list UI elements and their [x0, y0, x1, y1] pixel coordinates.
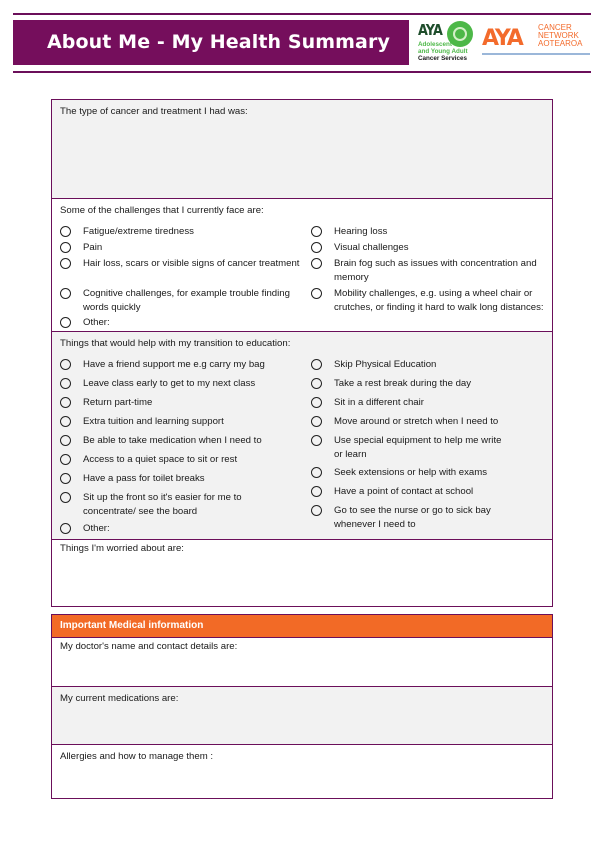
- transition-option[interactable]: Leave class early to get to my next class: [60, 378, 300, 391]
- radio-button[interactable]: [311, 288, 322, 299]
- transition-option[interactable]: Sit in a different chair: [311, 397, 546, 410]
- radio-button[interactable]: [60, 242, 71, 253]
- transition-option[interactable]: Skip Physical Education: [311, 359, 546, 372]
- radio-button[interactable]: [60, 435, 71, 446]
- transition-option[interactable]: Extra tuition and learning support: [60, 416, 300, 429]
- radio-button[interactable]: [311, 467, 322, 478]
- header-top-rule: [13, 13, 591, 15]
- header-bottom-rule: [13, 71, 591, 73]
- doctor-details-field[interactable]: My doctor's name and contact details are:: [52, 637, 552, 687]
- transition-option[interactable]: Have a friend support me e.g carry my bag: [60, 359, 300, 372]
- transition-option[interactable]: Use special equipment to help me write or learn: [311, 435, 511, 461]
- transition-option[interactable]: Access to a quiet space to sit or rest: [60, 454, 300, 467]
- radio-button[interactable]: [60, 397, 71, 408]
- transition-option[interactable]: Move around or stretch when I need to: [311, 416, 546, 429]
- challenge-option[interactable]: Hearing loss: [311, 226, 546, 239]
- radio-button[interactable]: [60, 359, 71, 370]
- radio-button[interactable]: [311, 359, 322, 370]
- transition-option[interactable]: Have a point of contact at school: [311, 486, 546, 499]
- transition-option-other[interactable]: Other:: [60, 523, 300, 536]
- transition-option[interactable]: Go to see the nurse or go to sick bay whenever I need to: [311, 505, 511, 531]
- radio-button[interactable]: [311, 378, 322, 389]
- radio-button[interactable]: [311, 416, 322, 427]
- page-title: About Me - My Health Summary: [13, 20, 409, 65]
- cancer-type-field[interactable]: The type of cancer and treatment I had was:: [52, 100, 552, 199]
- radio-button[interactable]: [60, 523, 71, 534]
- health-summary-table: [51, 99, 553, 607]
- radio-button[interactable]: [311, 258, 322, 269]
- radio-button[interactable]: [60, 473, 71, 484]
- radio-button[interactable]: [311, 435, 322, 446]
- transition-option[interactable]: Seek extensions or help with exams: [311, 467, 546, 480]
- allergies-field[interactable]: Allergies and how to manage them :: [60, 751, 214, 762]
- transition-option[interactable]: Have a pass for toilet breaks: [60, 473, 300, 486]
- radio-button[interactable]: [311, 505, 322, 516]
- radio-button[interactable]: [60, 492, 71, 503]
- transition-option[interactable]: Be able to take medication when I need to: [60, 435, 300, 448]
- radio-button[interactable]: [60, 226, 71, 237]
- challenge-option[interactable]: Hair loss, scars or visible signs of cancer treatment: [60, 258, 300, 271]
- medications-field[interactable]: My current medications are:: [52, 687, 552, 745]
- aya-network-logo: AYA CANCER NETWORK AOTEAROA: [482, 22, 592, 66]
- radio-button[interactable]: [60, 378, 71, 389]
- medical-info-heading: Important Medical information: [52, 615, 552, 637]
- challenge-option[interactable]: Visual challenges: [311, 242, 546, 255]
- transition-option[interactable]: Return part-time: [60, 397, 300, 410]
- radio-button[interactable]: [60, 454, 71, 465]
- radio-button[interactable]: [311, 226, 322, 237]
- radio-button[interactable]: [311, 242, 322, 253]
- challenges-section: Some of the challenges that I currently face are: Fatigue/extreme tiredness Pain Hair loss, scars or visible signs of cancer treatment Cognitive challenges, for example trouble finding words quickly Other: Hearing loss Visual challenges Brain fog such as issues with concentration and memory Mobility challenges, e.g. using a wheel chair or crutches, or finding it hard to walk long distances:: [52, 199, 552, 332]
- transition-option[interactable]: Take a rest break during the day: [311, 378, 546, 391]
- radio-button[interactable]: [60, 416, 71, 427]
- logo-underline: [482, 53, 590, 55]
- worries-field[interactable]: Things I'm worried about are:: [60, 543, 184, 554]
- challenge-option-other[interactable]: Other:: [60, 317, 300, 330]
- challenge-option[interactable]: Fatigue/extreme tiredness: [60, 226, 300, 239]
- transition-section: Things that would help with my transition to education: Have a friend support me e.g carry my bag Leave class early to get to my next class Return part-time Extra tuition and learning support Be able to take medication when I need to Access to a quiet space to sit or rest Have a pass for toilet breaks Sit up the front so it's easier for me to concentrate/ see the board Other: Skip Physical Education Take a rest break during the day Sit in a different chair Move around or stretch when I need to Use special equipment to help me write or learn Seek extensions or help with exams Have a point of contact at school Go to see the nurse or go to sick bay whenever I need to: [52, 332, 552, 540]
- radio-button[interactable]: [60, 258, 71, 269]
- radio-button[interactable]: [311, 486, 322, 497]
- radio-button[interactable]: [311, 397, 322, 408]
- transition-option[interactable]: Sit up the front so it's easier for me to concentrate/ see the board: [60, 492, 280, 518]
- aya-services-logo: AYA Adolescent and Young Adult Cancer Services: [417, 21, 477, 65]
- radio-button[interactable]: [60, 317, 71, 328]
- challenge-option[interactable]: Cognitive challenges, for example trouble finding words quickly: [60, 288, 300, 314]
- challenge-option[interactable]: Mobility challenges, e.g. using a wheel chair or crutches, or finding it hard to walk long distances:: [311, 288, 546, 314]
- radio-button[interactable]: [60, 288, 71, 299]
- challenge-option[interactable]: Pain: [60, 242, 300, 255]
- challenge-option[interactable]: Brain fog such as issues with concentration and memory: [311, 258, 546, 284]
- medical-info-table: [51, 614, 553, 799]
